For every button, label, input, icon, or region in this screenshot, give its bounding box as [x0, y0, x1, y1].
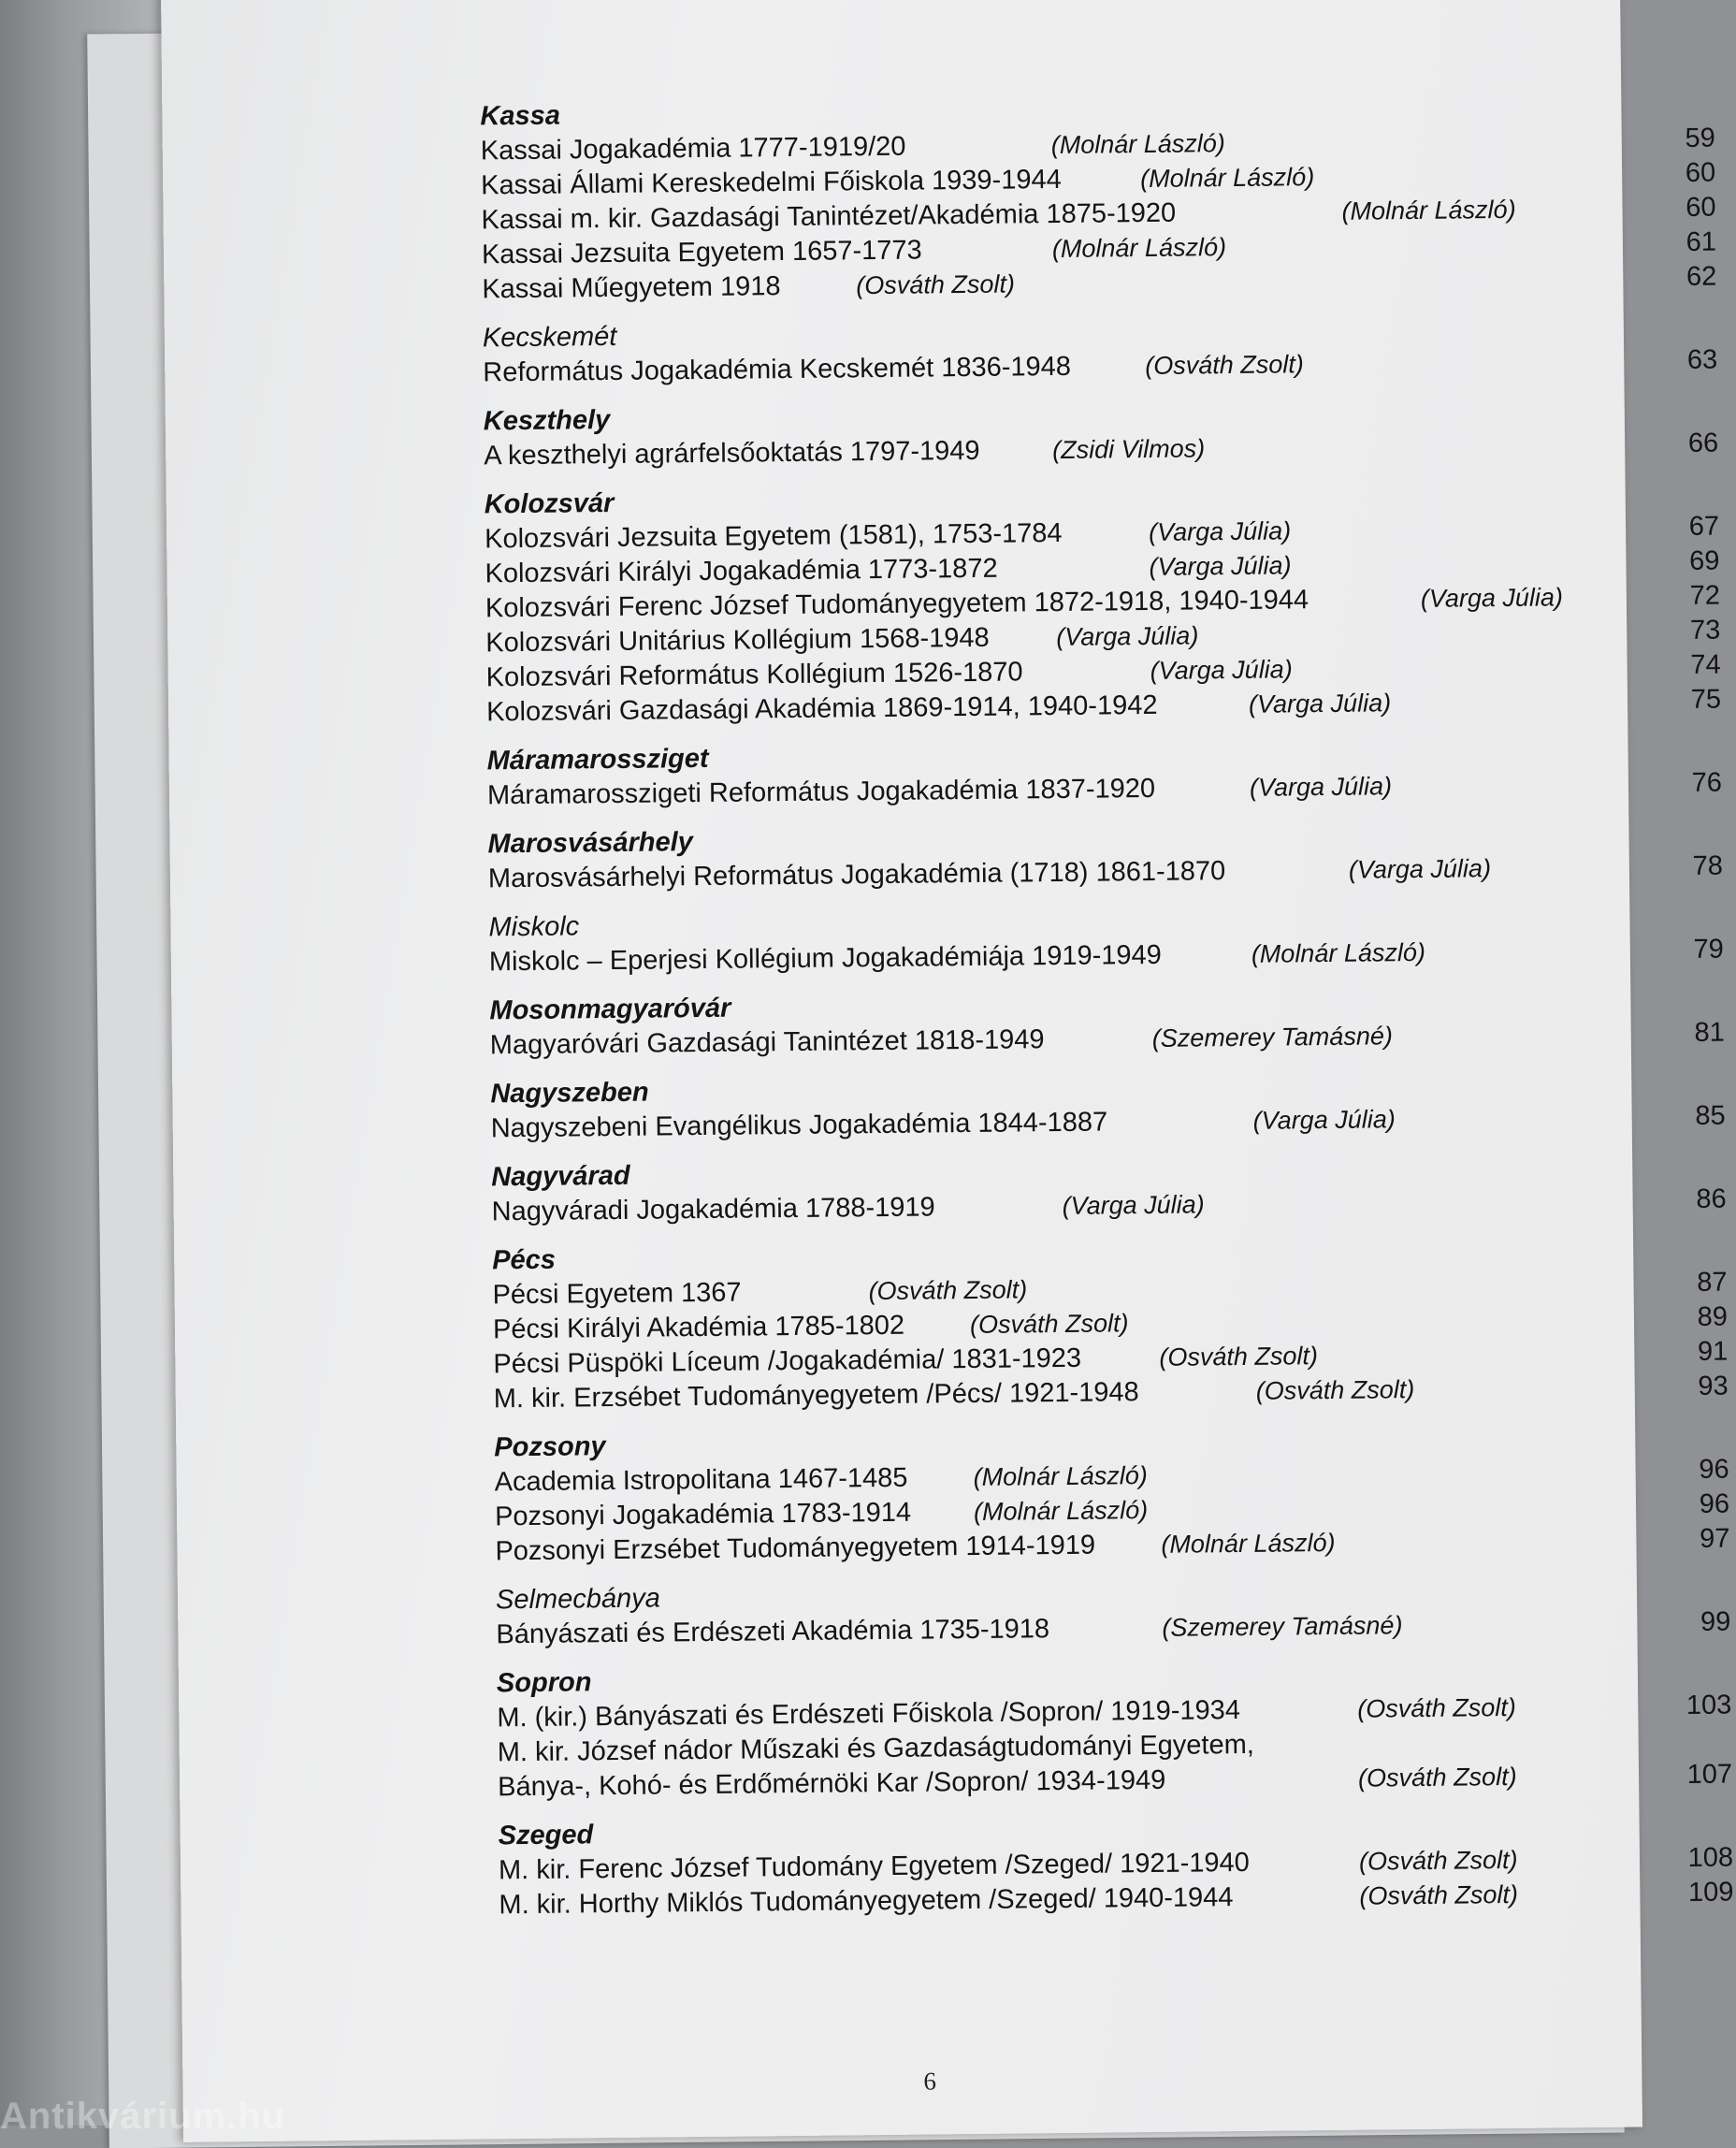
entry-author: (Molnár László) [1140, 163, 1315, 194]
entry-page-number: 78 [1692, 850, 1724, 881]
entry-page-number: 75 [1690, 684, 1722, 715]
toc-section [480, 87, 1717, 307]
entry-author: (Osváth Zsolt) [1359, 1880, 1519, 1910]
entry-author: (Varga Júlia) [1149, 551, 1292, 581]
toc-section [488, 898, 1724, 980]
entry-page-number: 107 [1686, 1759, 1733, 1791]
watermark-text: Antikvárium.hu [0, 2096, 286, 2137]
entry-author: (Molnár László) [973, 1461, 1148, 1491]
entry-title: M. kir. József nádor Műszaki és Gazdaságtudományi Egyetem, [497, 1729, 1255, 1768]
entry-title: Pécsi Királyi Akadémia 1785-1802 [492, 1310, 905, 1345]
entry-author: (Molnár László) [1051, 233, 1227, 264]
entry-author: (Osváth Zsolt) [1357, 1762, 1517, 1792]
section-heading: Selmecbánya [495, 1583, 660, 1616]
section-heading: Keszthely [483, 404, 611, 437]
entry-page-number: 109 [1687, 1877, 1734, 1909]
entry-page-number: 79 [1693, 934, 1724, 965]
entry-title: M. (kir.) Bányászati és Erdészeti Főiskola /Sopron/ 1919-1934 [497, 1695, 1241, 1734]
entry-page-number: 81 [1694, 1017, 1725, 1048]
entry-title: Miskolc – Eperjesi Kollégium Jogakadémiája 1919-1949 [488, 939, 1162, 978]
page-number: 6 [923, 2067, 937, 2096]
entry-title: Kolozsvári Jezsuita Egyetem (1581), 1753-1784 [484, 517, 1063, 555]
entry-title: Pécsi Püspöki Líceum /Jogakadémia/ 1831-1923 [493, 1342, 1082, 1380]
entry-page-number: 61 [1685, 226, 1717, 257]
entry-page-number: 60 [1685, 192, 1716, 223]
entry-page-number: 99 [1700, 1606, 1731, 1637]
section-heading: Kassa [480, 100, 561, 132]
toc-section [489, 981, 1725, 1063]
entry-title: Kolozsvári Ferenc József Tudományegyetem 1872-1918, 1940-1944 [485, 585, 1309, 624]
entry-page-number: 86 [1696, 1183, 1727, 1214]
entry-page-number: 69 [1689, 545, 1720, 576]
entry-author: (Varga Júlia) [1148, 516, 1292, 546]
entry-title: Kassai Jezsuita Egyetem 1657-1773 [481, 235, 922, 270]
entry-page-number: 93 [1698, 1371, 1729, 1401]
entry-author: (Molnár László) [1161, 1528, 1336, 1559]
entry-page-number: 63 [1686, 344, 1718, 375]
entry-author: (Osváth Zsolt) [1159, 1342, 1319, 1372]
entry-page-number: 59 [1685, 123, 1715, 153]
entry-page-number: 85 [1695, 1100, 1726, 1131]
entry-author: (Zsidi Vilmos) [1052, 434, 1206, 465]
entry-author: (Osváth Zsolt) [969, 1309, 1129, 1340]
entry-author: (Osváth Zsolt) [1357, 1692, 1516, 1723]
toc-section [496, 1654, 1733, 1805]
entry-page-number: 103 [1685, 1690, 1732, 1721]
entry-author: (Varga Júlia) [1150, 655, 1293, 685]
entry-title: Bánya-, Kohó- és Erdőmérnöki Kar /Sopron/ 1934-1949 [497, 1764, 1166, 1803]
entry-title: Pozsonyi Jogakadémia 1783-1914 [494, 1497, 912, 1532]
entry-title: Kolozsvári Királyi Jogakadémia 1773-1872 [485, 553, 998, 589]
entry-page-number: 108 [1687, 1842, 1734, 1874]
entry-title: Kolozsvári Református Kollégium 1526-1870 [485, 657, 1023, 693]
entry-title: M. kir. Horthy Miklós Tudományegyetem /Szeged/ 1940-1944 [499, 1882, 1234, 1921]
section-heading: Szeged [498, 1820, 594, 1851]
entry-title: Kassai Műegyetem 1918 [482, 271, 781, 305]
entry-page-number: 89 [1697, 1301, 1729, 1332]
entry-title: A keszthelyi agrárfelsőoktatás 1797-1949 [484, 435, 980, 472]
section-heading: Kecskemét [482, 321, 617, 354]
section-heading: Marosvásárhely [487, 827, 693, 860]
section-heading: Pozsony [494, 1431, 606, 1463]
toc-section [495, 1571, 1731, 1652]
section-heading: Nagyvárad [491, 1160, 630, 1193]
entry-author: (Varga Júlia) [1420, 583, 1564, 613]
section-heading: Mosonmagyaróvár [489, 993, 731, 1026]
entry-author: (Varga Júlia) [1348, 854, 1492, 884]
entry-author: (Szemerey Tamásné) [1151, 1022, 1394, 1052]
entry-page-number: 97 [1699, 1523, 1730, 1554]
entry-author: (Osváth Zsolt) [868, 1275, 1028, 1306]
entry-title: Kassai Jogakadémia 1777-1919/20 [480, 131, 906, 167]
toc-section [494, 1418, 1730, 1569]
toc-section [484, 475, 1722, 730]
entry-page-number: 76 [1691, 767, 1723, 798]
entry-author: (Varga Júlia) [1248, 689, 1392, 718]
entry-author: (Osváth Zsolt) [1255, 1375, 1415, 1405]
section-heading: Máramarossziget [486, 743, 709, 776]
entry-page-number: 72 [1689, 580, 1721, 611]
entry-title: Magyaróvári Gazdasági Tanintézet 1818-1949 [489, 1024, 1045, 1061]
entry-author: (Varga Júlia) [1056, 621, 1199, 652]
entry-title: Pozsonyi Erzsébet Tudományegyetem 1914-1919 [495, 1530, 1096, 1567]
entry-author: (Varga Júlia) [1249, 772, 1393, 802]
entry-title: Marosvásárhelyi Református Jogakadémia (1718) 1861-1870 [487, 856, 1226, 894]
entry-title: Bányászati és Erdészeti Akadémia 1735-1918 [496, 1614, 1050, 1650]
entry-page-number: 96 [1699, 1488, 1730, 1519]
entry-author: (Osváth Zsolt) [1358, 1845, 1518, 1876]
entry-title: Református Jogakadémia Kecskemét 1836-1948 [483, 351, 1072, 388]
entry-title: M. kir. Erzsébet Tudományegyetem /Pécs/ 1921-1948 [493, 1377, 1139, 1415]
entry-page-number: 60 [1685, 157, 1716, 188]
entry-title: Kolozsvári Gazdasági Akadémia 1869-1914, 1940-1942 [485, 689, 1158, 728]
entry-author: (Molnár László) [1251, 937, 1426, 968]
toc-section [482, 309, 1718, 390]
entry-page-number: 66 [1687, 428, 1719, 458]
section-heading: Pécs [492, 1244, 557, 1276]
table-of-contents [480, 87, 1734, 1937]
entry-author: (Molnár László) [1341, 195, 1516, 225]
entry-author: (Varga Júlia) [1062, 1190, 1205, 1220]
entry-author: (Molnár László) [1050, 129, 1225, 160]
entry-title: Kassai Állami Kereskedelmi Főiskola 1939-1944 [481, 164, 1062, 201]
entry-author: (Molnár László) [973, 1496, 1149, 1526]
entry-title: Pécsi Egyetem 1367 [492, 1277, 742, 1311]
entry-title: Nagyszebeni Evangélikus Jogakadémia 1844-1887 [490, 1107, 1108, 1144]
toc-section [483, 392, 1719, 473]
entry-page-number: 87 [1697, 1267, 1728, 1298]
entry-page-number: 73 [1689, 615, 1721, 646]
entry-title: Nagyváradi Jogakadémia 1788-1919 [491, 1192, 935, 1227]
entry-page-number: 67 [1688, 511, 1720, 542]
entry-author: (Osváth Zsolt) [856, 269, 1016, 300]
toc-section [491, 1148, 1727, 1229]
toc-section [487, 815, 1724, 896]
entry-title: Kassai m. kir. Gazdasági Tanintézet/Akadémia 1875-1920 [481, 197, 1177, 236]
section-heading: Miskolc [488, 911, 580, 943]
section-heading: Sopron [496, 1667, 592, 1699]
document-page [161, 0, 1734, 2142]
toc-section [486, 732, 1723, 813]
entry-page-number: 74 [1690, 649, 1721, 680]
section-heading: Nagyszeben [490, 1077, 649, 1110]
section-heading: Kolozsvár [484, 487, 615, 520]
entry-page-number: 62 [1685, 261, 1717, 292]
entry-title: Academia Istropolitana 1467-1485 [494, 1462, 908, 1498]
entry-title: Máramarosszigeti Református Jogakadémia 1837-1920 [486, 773, 1156, 811]
toc-section [498, 1807, 1734, 1923]
entry-author: (Osváth Zsolt) [1145, 350, 1304, 381]
entry-author: (Szemerey Tamásné) [1162, 1611, 1403, 1642]
entry-title: Kolozsvári Unitárius Kollégium 1568-1948 [485, 622, 990, 659]
entry-author: (Varga Júlia) [1252, 1105, 1396, 1135]
toc-section [490, 1065, 1726, 1146]
entry-page-number: 91 [1697, 1336, 1729, 1367]
entry-title: M. kir. Ferenc József Tudomány Egyetem /Szeged/ 1921-1940 [498, 1847, 1250, 1886]
entry-page-number: 96 [1699, 1454, 1729, 1485]
toc-section [492, 1231, 1729, 1416]
